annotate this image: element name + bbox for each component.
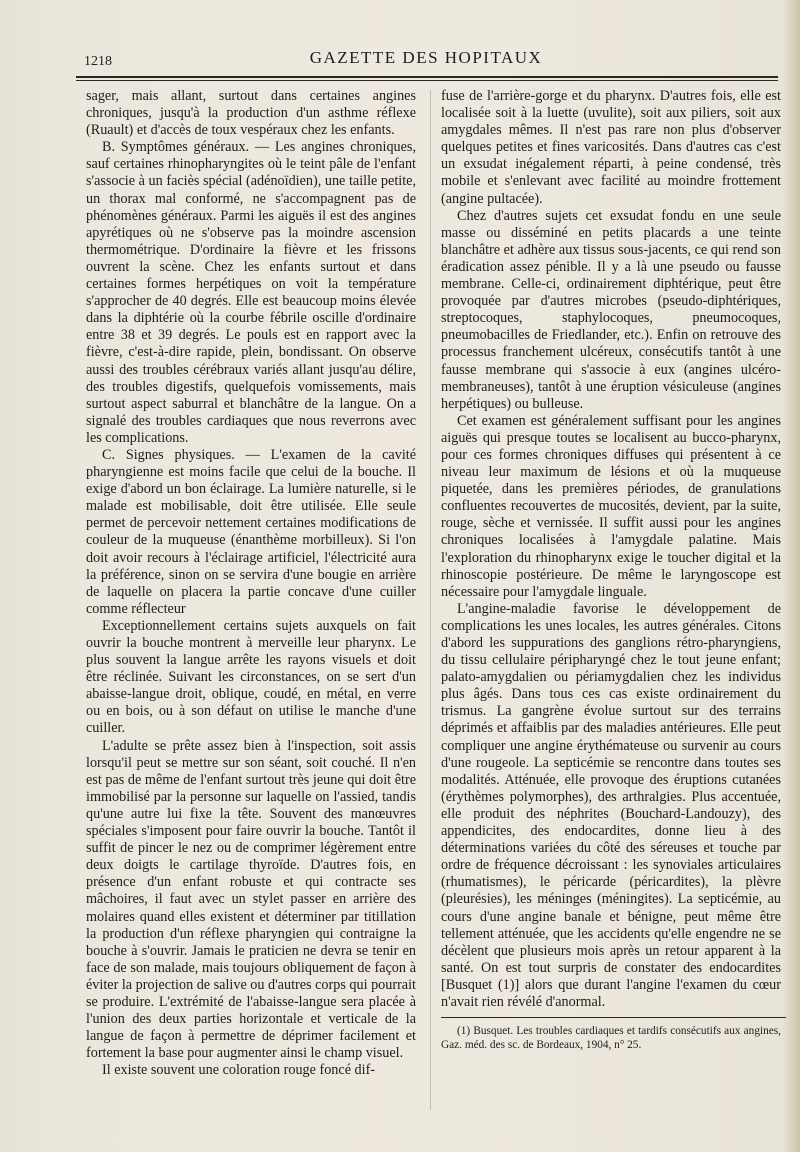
paragraph: sager, mais allant, surtout dans certaines angines chroniques, jusqu'à la production d'un asthme réflexe (Ruault) et d'accès de toux vespéraux chez les enfants.: [86, 88, 416, 139]
right-column: [441, 88, 781, 1052]
paragraph: C. Signes physiques. — L'examen de la cavité pharyngienne est moins facile que celui de la bouche. Il exige d'abord un bon éclairage. La lumière naturelle, si le malade est mobilisable, doit être utilisée. Elle seule permet de percevoir nettement certaines modifications de couleur de la muqueuse (énanthème morbilleux). Si l'on doit avoir recours à l'éclairage artificiel, l'électricité aura la préférence, sinon on se servira d'une bougie en arrière de laquelle on placera la partie concave d'une cuiller comme réflecteur: [86, 446, 416, 617]
paragraph: Exceptionnellement certains sujets auxquels on fait ouvrir la bouche montrent à merveille leur pharynx. Le plus souvent la langue arrête les rayons visuels et doit être réclinée. Suivant les circonstances, on se sert d'un abaisse-langue droit, oblique, coudé, en métal, en verre ou en bois, ou à son défaut on utilise le manche d'une cuiller.: [86, 617, 416, 737]
running-title: GAZETTE DES HOPITAUX: [309, 48, 543, 67]
paragraph: Cet examen est généralement suffisant pour les angines aiguës qui presque toutes se localisent au bucco-pharynx, pour ces formes chroniques diffuses qui présentent à ce niveau leur maximum de lésions et où la muqueuse piquetée, dans les premières périodes, de granulations confluentes recouvertes de mucosités, devient, par la suite, rouge, sèche et vernissée. Il suffit aussi pour les angines chroniques localisées à l'amygdale palatine. Mais l'exploration du rhinopharynx exige le toucher digital et la rhinoscopie postérieure. De même le laryngoscope est nécessaire pour l'amygdale linguale.: [441, 412, 781, 600]
page-edge-stain: [782, 0, 800, 1152]
left-column: [86, 88, 416, 1079]
page-number: 1218: [84, 54, 112, 69]
paragraph: L'adulte se prête assez bien à l'inspection, soit assis lorsqu'il peut se mettre sur son séant, soit couché. Il n'en est pas de même de l'enfant surtout très jeune qui doit être immobilisé par la personne sur laquelle on l'assied, tandis qu'une autre lui fixe la tête. Souvent des manœuvres spéciales s'imposent pour faire ouvrir la bouche. Tantôt il suffit de pincer le nez ou de comprimer légèrement entre deux doigts le cartilage thyroïde. D'autres fois, en présence d'un enfant robuste et qui contracte ses mâchoires, il faut avec un stylet passer en arrière des molaires quand elles existent et déterminer par titillation la production d'un réflexe pharyngien qui contraigne la bouche à s'ouvrir. Jamais le praticien ne devra se tenir en face de son malade, mais toujours obliquement de façon à éviter la projection de salive ou d'autres corps qui pourrait se produire. L'extrémité de l'abaisse-langue sera placée à l'union des deux parties horizontale et verticale de la langue de façon à permettre de déprimer facilement et fortement la base pour augmenter ainsi le champ visuel.: [86, 737, 416, 1062]
column-divider: [430, 90, 431, 1110]
paragraph: L'angine-maladie favorise le développement de complications les unes locales, les autres générales. Citons d'abord les suppurations des ganglions rétro-pharyngiens, du tissu cellulaire péripharyngé chez le tout jeune enfant; palato-amygdalien ou périamygdalien chez les individus plus âgés. Dans tous ces cas existe ordinairement du trismus. La gangrène évolue surtout sur des terrains déprimés et affaiblis par des maladies antérieures. Elle peut compliquer une angine érythémateuse ou survenir au cours d'une rougeole. La septicémie se rencontre dans toutes ses modalités. Atténuée, elle provoque des éruptions cutanées (érythèmes polymorphes), des arthralgies. Plus accentuée, elle produit des néphrites (Bouchard-Landouzy), des appendicites, des endocardites, donne lieu à des déterminations variées du côté des séreuses et touche par ordre de fréquence décroissant : les synoviales articulaires (rhumatismes), le péricarde (péricardites), la plèvre (pleurésies), les méninges (méningites). La septicémie, au cours d'une angine banale et bénigne, peut même être tellement atténuée, que les accidents qu'elle engendre ne se décèlent que plusieurs mois après un retour apparent à la santé. On est tout surpris de constater des endocardites [Busquet (1)] alors que durant l'angine l'examen du cœur n'avait rien révélé d'anormal.: [441, 600, 781, 1010]
paragraph: B. Symptômes généraux. — Les angines chroniques, sauf certaines rhinopharyngites où le teint pâle de l'enfant s'associe à un faciès spécial (adénoïdien), une taille petite, un thorax mal conformé, ne s'accompagnent pas de phénomènes généraux. Parmi les aiguës il est des angines apyrétiques où ne s'observe pas la moindre ascension thermométrique. D'ordinaire la fièvre et les frissons ouvrent la scène. Chez les enfants surtout et dans certaines formes herpétiques on voit la température s'approcher de 40 degrés. Elle est beaucoup moins élevée dans la diphtérie où la courbe fébrile oscille d'ordinaire entre 38 et 39 degrés. Le pouls est en rapport avec la fièvre, c'est-à-dire rapide, plein, bondissant. On observe aussi des troubles cérébraux variés allant jusqu'au délire, des troubles digestifs, quelquefois vomissements, mais surtout aspect saburral et blanchâtre de la langue. On a signalé des troubles cardiaques que nous reverrons avec les complications.: [86, 139, 416, 446]
paragraph: Chez d'autres sujets cet exsudat fondu en une seule masse ou disséminé en petits placards a une teinte blanchâtre et adhère aux tissus sous-jacents, ce qui rend son éradication assez pénible. Il y a là une pseudo ou fausse membrane. Celle-ci, ordinairement diphtérique, peut être provoquée par d'autres microbes (pseudo-diphtériques, streptocoques, staphylocoques, pneumocoques, pneumobacilles de Friedlander, etc.). Enfin on retrouve des processus franchement ulcéreux, consécutifs tantôt à une fausse membrane qui s'associe à eux (angines ulcéro-membraneuses), tantôt à une éruption vésiculeuse (angines herpétiques) ou bulleuse.: [441, 207, 781, 412]
footnote-rule: [441, 1017, 786, 1018]
header-rule-thin: [76, 80, 778, 81]
paragraph: Il existe souvent une coloration rouge foncé dif-: [102, 1062, 376, 1079]
footnote: (1) Busquet. Les troubles cardiaques et tardifs consécutifs aux angines, Gaz. méd. des sc. de Bordeaux, 1904, n° 25.: [441, 1025, 781, 1052]
header-rule: [76, 76, 778, 78]
paragraph: fuse de l'arrière-gorge et du pharynx. D'autres fois, elle est localisée soit à la luette (uvulite), soit aux piliers, soit aux amygdales mêmes. Il n'est pas rare non plus d'observer quelques petites et fines varicosités. Dans d'autres cas c'est un exsudat inégalement réparti, à peine condensé, très mobile et s'enlevant avec facilité au moindre frottement (angine pultacée).: [441, 88, 781, 207]
page-header: [76, 44, 776, 72]
